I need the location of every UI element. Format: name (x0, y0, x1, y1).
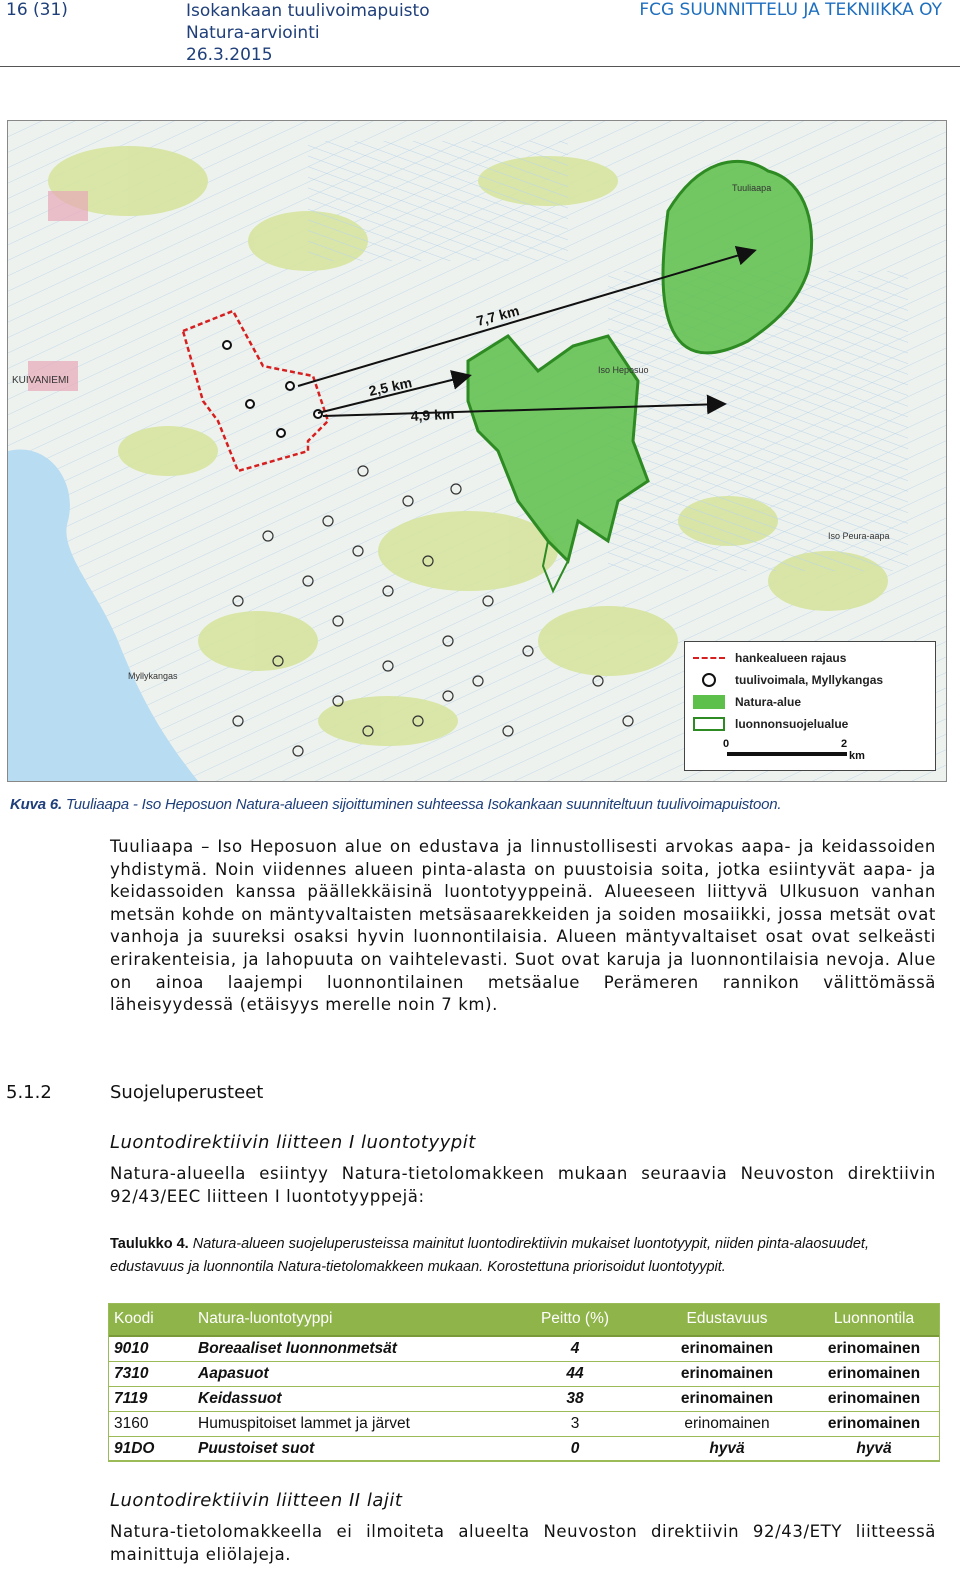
distance-label-2: 2,5 km (367, 374, 414, 399)
col-header-conservation: Luonnontila (808, 1303, 940, 1336)
place-iso-heposuo: Iso Heposuo (598, 365, 649, 375)
turbine-symbol-icon (693, 673, 725, 687)
cell-conservation: erinomainen (808, 1362, 940, 1387)
figure-caption (10, 796, 781, 813)
table-row (108, 1362, 940, 1387)
distance-label-3: 4,9 km (410, 405, 455, 424)
cell-habitat: Humuspitoiset lammet ja järvet (192, 1412, 504, 1437)
table-header-row (108, 1303, 940, 1336)
paragraph-habitat-intro: Natura-alueella esiintyy Natura-tietolomakkeen mukaan seuraavia Neuvoston direktiivin 92/43/EEC liitteen I luontotyyppejä: (110, 1164, 936, 1206)
table-row (108, 1387, 940, 1412)
col-header-habitat: Natura-luontotyyppi (192, 1303, 504, 1336)
table-caption-text: Natura-alueen suojeluperusteissa mainitut luontodirektiivin mukaiset luontotyypit, niiden pinta-alaosuudet, edustavuus ja luonnontila Natura-tietolomakkeen mukaan. Korostettuna priorisoidut luontotyypit. (110, 1236, 869, 1275)
table-row (108, 1412, 940, 1437)
table-caption-label: Taulukko 4. (110, 1236, 189, 1252)
protected-outline-icon (693, 717, 725, 731)
page-number: 16 (31) (6, 0, 68, 20)
cell-habitat: Aapasuot (192, 1362, 504, 1387)
cell-habitat: Boreaaliset luonnonmetsät (192, 1336, 504, 1362)
cell-conservation: hyvä (808, 1437, 940, 1462)
subheading-species: Luontodirektiivin liitteen II lajit (110, 1490, 403, 1511)
cell-coverage: 0 (504, 1437, 646, 1462)
col-header-code: Koodi (108, 1303, 192, 1336)
cell-habitat: Puustoiset suot (192, 1437, 504, 1462)
place-kuivaniemi: KUIVANIEMI (12, 375, 70, 386)
cell-code: 3160 (108, 1412, 192, 1437)
paragraph-intro: Tuuliaapa – Iso Heposuon alue on edustava ja linnustollisesti arvokas aapa- ja keidassoiden yhdistymä. Noin viidennes alueen pinta-alasta on puustoisia soita, jotka esiintyvät aapa- ja keidassoiden kanssa päällekkäisinä luontotyyppeinä. Alueeseen liittyvä Ulkusuon vanhan metsän kohde on mäntyvaltaisten metsäsaarekkeiden ja soiden mosaiikki, jossa metsät ovat vanhoja ja suureksi osaksi hyvin luonnontilaisia. Alueen mäntyvaltaiset osat ovat selkeästi erirakenteisia, ja lahopuuta on vaihtelevasti. Suot ovat karuja ja luonnontilaisia nevoja. Alue on ainoa laajempi luonnontilainen metsäalue Perämeren rannikon välittömässä läheisyydessä (etäisyys merelle noin 7 km). (110, 837, 936, 1015)
cell-conservation: erinomainen (808, 1387, 940, 1412)
document-title (186, 0, 430, 66)
document-title-line2: Natura-arviointi (186, 23, 320, 43)
legend-protected: luonnonsuojelualue (693, 714, 848, 734)
company-name: FCG SUUNNITTELU JA TEKNIIKKA OY (639, 0, 942, 20)
habitat-table (108, 1303, 940, 1462)
cell-coverage: 4 (504, 1336, 646, 1362)
table-row (108, 1437, 940, 1462)
cell-conservation: erinomainen (808, 1336, 940, 1362)
scale-bar: 0 2 km (723, 738, 865, 762)
boundary-symbol-icon (693, 651, 725, 665)
page-header (0, 0, 960, 66)
document-date: 26.3.2015 (186, 45, 273, 65)
figure-caption-text: Tuuliaapa - Iso Heposuon Natura-alueen sijoittuminen suhteessa Isokankaan suunniteltuun tuulivoimapuistoon. (61, 796, 782, 813)
legend-turbine: tuulivoimala, Myllykangas (693, 670, 883, 690)
cell-coverage: 38 (504, 1387, 646, 1412)
cell-coverage: 3 (504, 1412, 646, 1437)
cell-representativity: erinomainen (646, 1362, 808, 1387)
legend-natura: Natura-alue (693, 692, 801, 712)
cell-representativity: erinomainen (646, 1412, 808, 1437)
header-divider (0, 66, 960, 67)
cell-representativity: erinomainen (646, 1387, 808, 1412)
cell-representativity: erinomainen (646, 1336, 808, 1362)
subheading-habitat-types: Luontodirektiivin liitteen I luontotyypit (110, 1132, 476, 1153)
document-title-line1: Isokankaan tuulivoimapuisto (186, 1, 430, 21)
map-legend (684, 641, 936, 771)
cell-conservation: erinomainen (808, 1412, 940, 1437)
cell-code: 7119 (108, 1387, 192, 1412)
place-tuuliaapa: Tuuliaapa (732, 183, 772, 193)
distance-label-1: 7,7 km (474, 302, 521, 329)
col-header-coverage: Peitto (%) (504, 1303, 646, 1336)
table-caption (110, 1233, 940, 1278)
place-myllykangas: Myllykangas (128, 671, 178, 681)
place-peura-aapa: Iso Peura-aapa (828, 531, 890, 541)
cell-code: 9010 (108, 1336, 192, 1362)
cell-code: 7310 (108, 1362, 192, 1387)
map-figure (7, 120, 947, 782)
cell-habitat: Keidassuot (192, 1387, 504, 1412)
table-row (108, 1336, 940, 1362)
section-number: 5.1.2 (6, 1082, 52, 1103)
cell-representativity: hyvä (646, 1437, 808, 1462)
cell-code: 91DO (108, 1437, 192, 1462)
col-header-representativity: Edustavuus (646, 1303, 808, 1336)
cell-coverage: 44 (504, 1362, 646, 1387)
figure-caption-label: Kuva 6. (10, 796, 62, 813)
natura-fill-icon (693, 695, 725, 709)
paragraph-species: Natura-tietolomakkeella ei ilmoiteta alueelta Neuvoston direktiivin 92/43/ETY liitteessä mainittuja eliölajeja. (110, 1522, 936, 1564)
section-title: Suojeluperusteet (110, 1082, 264, 1103)
legend-boundary: hankealueen rajaus (693, 648, 846, 668)
